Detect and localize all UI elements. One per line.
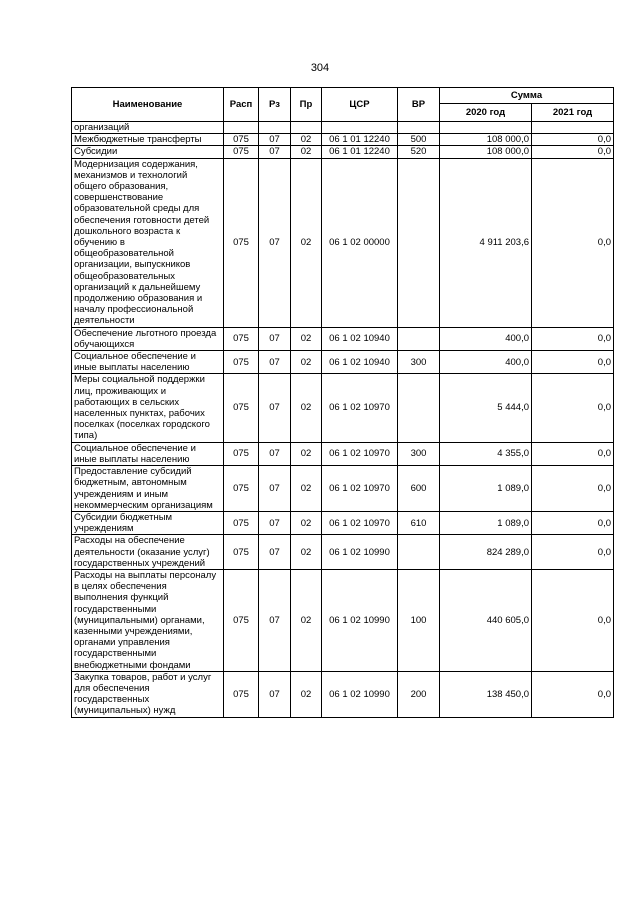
table-row: [72, 466, 614, 512]
table-body: [72, 122, 614, 718]
cell-csr: 06 1 01 12240: [322, 146, 398, 158]
cell-csr: 06 1 02 10940: [322, 351, 398, 374]
cell-rz: 07: [259, 146, 291, 158]
cell-rasp: 075: [224, 535, 259, 570]
cell-pr: 02: [291, 466, 322, 512]
cell-vr: 520: [398, 146, 440, 158]
header-rz: Рз: [259, 88, 291, 122]
cell-rasp: [224, 122, 259, 134]
cell-rasp: 075: [224, 442, 259, 465]
cell-rz: 07: [259, 327, 291, 350]
cell-vr: 300: [398, 442, 440, 465]
cell-vr: 100: [398, 569, 440, 671]
cell-pr: 02: [291, 569, 322, 671]
cell-vr: [398, 122, 440, 134]
cell-y2020: [440, 122, 532, 134]
cell-vr: [398, 535, 440, 570]
cell-name: Субсидии бюджетным учреждениям: [72, 511, 224, 534]
cell-vr: [398, 158, 440, 327]
cell-pr: 02: [291, 374, 322, 442]
table-row: [72, 511, 614, 534]
cell-name: Модернизация содержания, механизмов и технологий общего образования, совершенствование образовательной среды для обеспечения готовности детей дошкольного возраста к обучению в общеобразовательной организации, выпускников общеобразовательных организаций к дальнейшему продолжению образования и началу профессиональной деятельности: [72, 158, 224, 327]
cell-csr: 06 1 02 10990: [322, 671, 398, 717]
cell-rz: 07: [259, 466, 291, 512]
cell-vr: 200: [398, 671, 440, 717]
header-year-2021: 2021 год: [532, 104, 614, 122]
table-row: [72, 569, 614, 671]
header-name: Наименование: [72, 88, 224, 122]
cell-y2020: 108 000,0: [440, 146, 532, 158]
cell-name: Социальное обеспечение и иные выплаты населению: [72, 351, 224, 374]
cell-y2021: 0,0: [532, 158, 614, 327]
cell-rz: 07: [259, 134, 291, 146]
cell-rz: 07: [259, 535, 291, 570]
cell-pr: 02: [291, 511, 322, 534]
cell-rz: 07: [259, 374, 291, 442]
cell-vr: 300: [398, 351, 440, 374]
cell-rasp: 075: [224, 374, 259, 442]
cell-rz: 07: [259, 351, 291, 374]
cell-y2020: 824 289,0: [440, 535, 532, 570]
cell-csr: 06 1 01 12240: [322, 134, 398, 146]
cell-rz: 07: [259, 671, 291, 717]
cell-y2021: 0,0: [532, 351, 614, 374]
cell-rz: 07: [259, 158, 291, 327]
table-row: [72, 158, 614, 327]
cell-y2021: 0,0: [532, 134, 614, 146]
cell-csr: 06 1 02 10940: [322, 327, 398, 350]
cell-y2020: 108 000,0: [440, 134, 532, 146]
cell-csr: 06 1 02 10990: [322, 535, 398, 570]
cell-rasp: 075: [224, 569, 259, 671]
header-year-2020: 2020 год: [440, 104, 532, 122]
cell-y2020: 440 605,0: [440, 569, 532, 671]
cell-y2020: 1 089,0: [440, 466, 532, 512]
cell-pr: 02: [291, 671, 322, 717]
cell-name: Предоставление субсидий бюджетным, автономным учреждениям и иным некоммерческим организациям: [72, 466, 224, 512]
cell-name: Расходы на обеспечение деятельности (оказание услуг) государственных учреждений: [72, 535, 224, 570]
cell-y2021: 0,0: [532, 442, 614, 465]
cell-name: Меры социальной поддержки лиц, проживающих и работающих в сельских населенных пунктах, рабочих поселках (поселках городского типа): [72, 374, 224, 442]
cell-y2021: 0,0: [532, 374, 614, 442]
cell-y2020: 4 355,0: [440, 442, 532, 465]
cell-pr: 02: [291, 134, 322, 146]
cell-csr: 06 1 02 10970: [322, 511, 398, 534]
header-rasp: Расп: [224, 88, 259, 122]
cell-rz: [259, 122, 291, 134]
cell-pr: [291, 122, 322, 134]
cell-rasp: 075: [224, 327, 259, 350]
table-row: [72, 327, 614, 350]
table-row: [72, 374, 614, 442]
cell-name: Межбюджетные трансферты: [72, 134, 224, 146]
table-row: [72, 134, 614, 146]
table-row: [72, 146, 614, 158]
header-csr: ЦСР: [322, 88, 398, 122]
cell-name: Расходы на выплаты персоналу в целях обеспечения выполнения функций государственными (муниципальными) органами, казенными учреждениями, органами управления государственными внебюджетными фондами: [72, 569, 224, 671]
cell-rz: 07: [259, 442, 291, 465]
cell-y2021: 0,0: [532, 535, 614, 570]
cell-y2020: 5 444,0: [440, 374, 532, 442]
cell-pr: 02: [291, 158, 322, 327]
cell-vr: [398, 327, 440, 350]
cell-vr: 610: [398, 511, 440, 534]
cell-rasp: 075: [224, 146, 259, 158]
cell-y2020: 138 450,0: [440, 671, 532, 717]
cell-rz: 07: [259, 511, 291, 534]
cell-csr: 06 1 02 00000: [322, 158, 398, 327]
table-row: [72, 671, 614, 717]
cell-rasp: 075: [224, 158, 259, 327]
cell-name: Социальное обеспечение и иные выплаты населению: [72, 442, 224, 465]
cell-pr: 02: [291, 535, 322, 570]
cell-name: организаций: [72, 122, 224, 134]
cell-y2020: 1 089,0: [440, 511, 532, 534]
page-number: 304: [310, 62, 330, 74]
cell-csr: 06 1 02 10990: [322, 569, 398, 671]
table-row: [72, 442, 614, 465]
header-pr: Пр: [291, 88, 322, 122]
cell-pr: 02: [291, 146, 322, 158]
cell-vr: 500: [398, 134, 440, 146]
cell-rasp: 075: [224, 511, 259, 534]
cell-y2021: 0,0: [532, 569, 614, 671]
cell-rz: 07: [259, 569, 291, 671]
cell-rasp: 075: [224, 351, 259, 374]
cell-pr: 02: [291, 442, 322, 465]
cell-rasp: 075: [224, 134, 259, 146]
cell-y2020: 400,0: [440, 327, 532, 350]
table-row: [72, 351, 614, 374]
cell-y2020: 400,0: [440, 351, 532, 374]
cell-pr: 02: [291, 327, 322, 350]
cell-name: Субсидии: [72, 146, 224, 158]
table-row: [72, 535, 614, 570]
budget-table: [71, 87, 614, 718]
header-vr: ВР: [398, 88, 440, 122]
cell-y2021: 0,0: [532, 146, 614, 158]
cell-vr: [398, 374, 440, 442]
cell-csr: 06 1 02 10970: [322, 466, 398, 512]
cell-csr: 06 1 02 10970: [322, 374, 398, 442]
cell-y2020: 4 911 203,6: [440, 158, 532, 327]
cell-vr: 600: [398, 466, 440, 512]
cell-name: Закупка товаров, работ и услуг для обеспечения государственных (муниципальных) нужд: [72, 671, 224, 717]
cell-y2021: 0,0: [532, 327, 614, 350]
cell-csr: [322, 122, 398, 134]
cell-y2021: 0,0: [532, 671, 614, 717]
table-row: [72, 122, 614, 134]
cell-csr: 06 1 02 10970: [322, 442, 398, 465]
cell-rasp: 075: [224, 671, 259, 717]
cell-name: Обеспечение льготного проезда обучающихся: [72, 327, 224, 350]
cell-pr: 02: [291, 351, 322, 374]
cell-y2021: [532, 122, 614, 134]
cell-y2021: 0,0: [532, 511, 614, 534]
cell-rasp: 075: [224, 466, 259, 512]
cell-y2021: 0,0: [532, 466, 614, 512]
header-sum: Сумма: [440, 88, 614, 104]
